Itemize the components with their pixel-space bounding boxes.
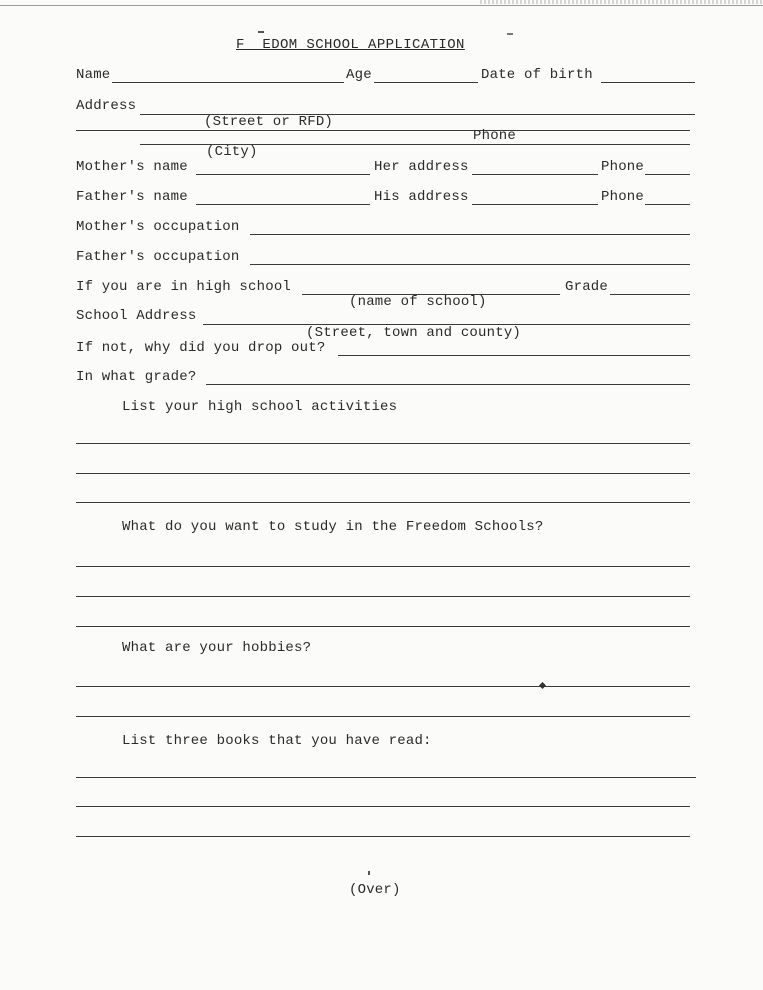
fathers-occupation-field[interactable] [250, 264, 690, 265]
label-hobbies: What are your hobbies? [122, 640, 312, 656]
activities-line-2[interactable] [76, 473, 690, 474]
scan-top-edge [0, 5, 763, 6]
label-books: List three books that you have read: [122, 733, 432, 749]
label-street-rfd: (Street or RFD) [204, 114, 334, 130]
fathers-name-field[interactable] [196, 204, 370, 205]
hobbies-line-2[interactable] [76, 716, 690, 717]
his-address-field[interactable] [472, 204, 598, 205]
label-city: (City) [206, 144, 258, 160]
hobbies-line-1[interactable] [76, 686, 690, 687]
label-school-address: School Address [76, 308, 197, 324]
study-line-1[interactable] [76, 566, 690, 567]
mothers-name-field[interactable] [196, 174, 370, 175]
activities-line-1[interactable] [76, 443, 690, 444]
name-field[interactable] [112, 82, 344, 83]
label-address: Address [76, 98, 137, 114]
books-line-3[interactable] [76, 836, 690, 837]
label-drop-out: If not, why did you drop out? [76, 340, 326, 356]
address-field-2[interactable] [76, 130, 690, 131]
grade-field[interactable] [610, 294, 690, 295]
label-his-address: His address [374, 189, 469, 205]
books-line-2[interactable] [76, 806, 690, 807]
label-age: Age [346, 67, 372, 83]
date-of-birth-field[interactable] [601, 82, 695, 83]
label-mothers-occupation: Mother's occupation [76, 219, 240, 235]
label-street-town-county: (Street, town and county) [306, 325, 522, 341]
her-phone-field[interactable] [645, 174, 690, 175]
scan-speck [539, 682, 546, 689]
label-study: What do you want to study in the Freedom Schools? [122, 519, 544, 535]
label-fathers-name: Father's name [76, 189, 188, 205]
study-line-2[interactable] [76, 596, 690, 597]
his-phone-field[interactable] [645, 204, 690, 205]
drop-out-field[interactable] [338, 355, 690, 356]
label-high-school: If you are in high school [76, 279, 292, 295]
label-in-what-grade: In what grade? [76, 369, 197, 385]
study-line-3[interactable] [76, 626, 690, 627]
in-what-grade-field[interactable] [206, 384, 690, 385]
books-line-1[interactable] [76, 777, 696, 778]
scan-speck [368, 871, 370, 875]
activities-line-3[interactable] [76, 502, 690, 503]
her-address-field[interactable] [472, 174, 598, 175]
scan-top-noise [480, 0, 763, 4]
label-grade: Grade [565, 279, 609, 295]
label-name-of-school: (name of school) [349, 294, 487, 310]
age-field[interactable] [374, 82, 478, 83]
label-mothers-name: Mother's name [76, 159, 188, 175]
label-date-of-birth: Date of birth [481, 67, 593, 83]
scan-speck [258, 31, 264, 33]
mothers-occupation-field[interactable] [250, 234, 690, 235]
label-name: Name [76, 67, 111, 83]
form-title: F EDOM SCHOOL APPLICATION [236, 37, 465, 53]
label-his-phone: Phone [601, 189, 645, 205]
label-fathers-occupation: Father's occupation [76, 249, 240, 265]
label-her-address: Her address [374, 159, 469, 175]
label-activities: List your high school activities [122, 399, 398, 415]
scan-speck [507, 33, 513, 35]
label-over: (Over) [349, 882, 401, 898]
label-phone: Phone [473, 128, 517, 144]
label-her-phone: Phone [601, 159, 645, 175]
